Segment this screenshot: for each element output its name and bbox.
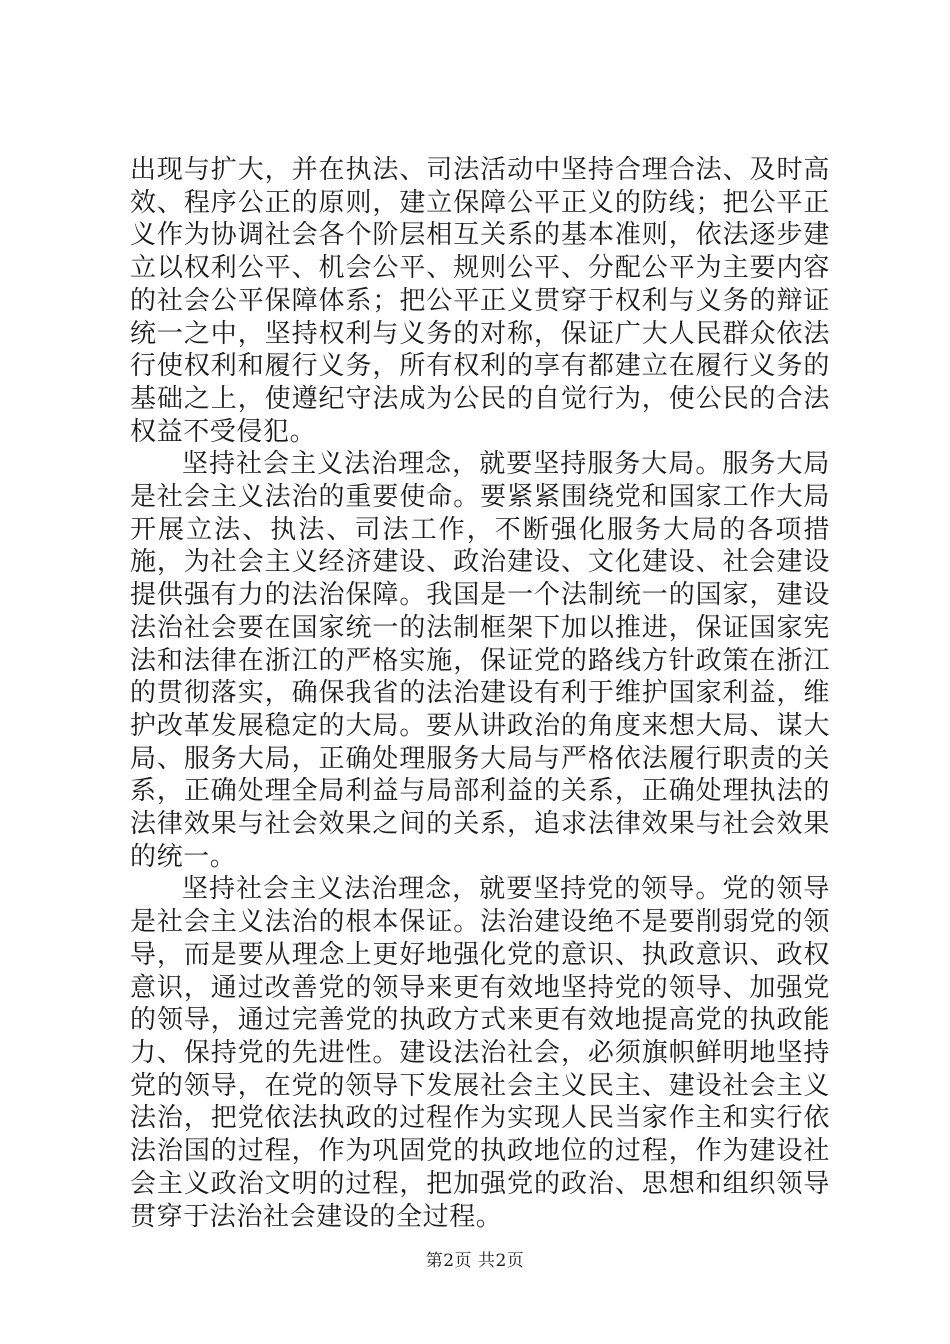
document-body [130, 154, 830, 1233]
paragraph-3: 坚持社会主义法治理念，就要坚持党的领导。党的领导是社会主义法治的根本保证。法治建设绝不是要削弱党的领导，而是要从理念上更好地强化党的意识、执政意识、政权意识，通过改善党的领导来更有效地坚持党的领导、加强党的领导，通过完善党的执政方式来更有效地提高党的执政能力、保持党的先进性。建设法治社会，必须旗帜鲜明地坚持党的领导，在党的领导下发展社会主义民主、建设社会主义法治，把党依法执政的过程作为实现人民当家作主和实行依法治国的过程，作为巩固党的执政地位的过程，作为建设社会主义政治文明的过程，把加强党的政治、思想和组织领导贯穿于法治社会建设的全过程。 [130, 874, 830, 1232]
paragraph-1: 出现与扩大，并在执法、司法活动中坚持合理合法、及时高效、程序公正的原则，建立保障公平正义的防线；把公平正义作为协调社会各个阶层相互关系的基本准则，依法逐步建立以权利公平、机会公平、规则公平、分配公平为主要内容的社会公平保障体系；把公平正义贯穿于权利与义务的辩证统一之中，坚持权利与义务的对称，保证广大人民群众依法行使权利和履行义务，所有权利的享有都建立在履行义务的基础之上，使遵纪守法成为公民的自觉行为，使公民的合法权益不受侵犯。 [130, 155, 830, 447]
page-footer: 第2页 共2页 [425, 1251, 525, 1271]
paragraph-2: 坚持社会主义法治理念，就要坚持服务大局。服务大局是社会主义法治的重要使命。要紧紧围绕党和国家工作大局开展立法、执法、司法工作，不断强化服务大局的各项措施，为社会主义经济建设、政治建设、文化建设、社会建设提供强有力的法治保障。我国是一个法制统一的国家，建设法治社会要在国家统一的法制框架下加以推进，保证国家宪法和法律在浙江的严格实施，保证党的路线方针政策在浙江的贯彻落实，确保我省的法治建设有利于维护国家利益，维护改革发展稳定的大局。要从讲政治的角度来想大局、谋大局、服务大局，正确处理服务大局与严格依法履行职责的关系，正确处理全局利益与局部利益的关系，正确处理执法的法律效果与社会效果之间的关系，追求法律效果与社会效果的统一。 [130, 449, 830, 872]
